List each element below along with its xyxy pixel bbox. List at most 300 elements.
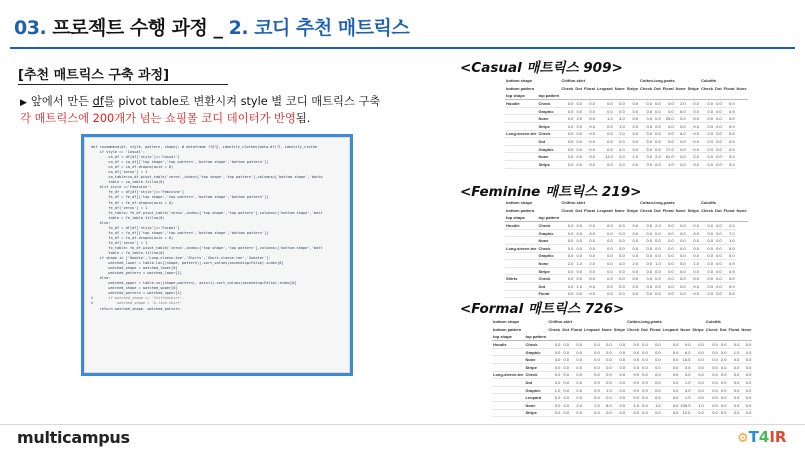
matrix-cell: 0.0 [723,123,736,131]
matrix-cell: 0.0 [639,283,653,291]
matrix-cell: 0.0 [614,252,626,260]
matrix-cell: 0.0 [561,341,570,349]
matrix-column-header: Dot [641,326,648,332]
matrix-cell: 0.0 [649,341,662,349]
matrix-cell: 0.0 [639,252,653,260]
t4ir-4: 4 [758,428,770,446]
matrix-cell: 0.0 [601,341,613,349]
matrix-cell: 0.0 [649,379,662,387]
matrix-cell: 0.0 [662,252,675,260]
matrix-cell: 0.0 [601,356,613,364]
matrix-cell: 0.0 [723,275,736,283]
matrix-column-header: Floral [649,326,661,332]
matrix-cell: 0.0 [727,371,740,379]
matrix-cell: 0.0 [727,356,740,364]
matrix-cell: 25.0 [662,115,675,123]
matrix-cell: 0.0 [626,123,639,131]
matrix-column-header: Stripe [687,207,699,213]
matrix-cell: 0.0 [560,283,574,291]
matrix-cell: 0.0 [723,107,736,115]
matrix-cell: 0.0 [560,275,574,283]
row-top-pattern: Check [537,130,560,138]
matrix-index-header: top pattern [538,215,560,221]
matrix-cell: 4.0 [614,115,626,123]
matrix-cell: 0.0 [583,107,596,115]
matrix-cell: 0.0 [574,100,583,108]
row-top-shape [505,229,537,237]
matrix-cell: 2.0 [574,115,583,123]
matrix-cell: 0.0 [596,283,614,291]
matrix-cell: 2.0 [614,161,626,169]
matrix-cell: 0.0 [714,161,723,169]
matrix-column-label: bottom pattern [506,207,535,213]
matrix-cell: 0.0 [687,275,700,283]
matrix-cell: 0.0 [639,145,653,153]
table-row [492,409,752,417]
matrix-cell: 0.0 [687,267,700,275]
matrix-cell: 0.0 [727,364,740,372]
matrix-cell: 0.0 [714,237,723,245]
matrix-cell: 0.0 [626,409,640,417]
code-line: ca_df = ca_df.dropna(axis = 0) [91,165,174,170]
matrix-cell: 1.0 [574,260,583,268]
matrix-cell: 0.0 [662,100,675,108]
matrix-cell: 0.0 [687,245,700,253]
matrix-cell: 0.0 [560,290,574,298]
row-top-pattern: None [537,153,560,161]
matrix-column-header: Floral [728,326,740,332]
matrix-cell: 0.0 [714,275,723,283]
matrix-cell: 0.0 [626,348,640,356]
matrix-cell: 0.0 [740,364,752,372]
row-top-shape [505,237,537,245]
matrix-cell: 4.0 [614,260,626,268]
matrix-cell: 0.0 [640,402,649,410]
matrix-cell: 0.0 [640,379,649,387]
matrix-cell: 0.0 [574,161,583,169]
matrix-cell: 0.0 [719,394,728,402]
matrix-cell: 2.0 [583,260,596,268]
matrix-column-header: Leopard [583,326,600,332]
t4ir-logo [737,428,786,446]
code-line: ca_df['zeros'] = 1 [91,170,148,175]
row-top-pattern: Check [524,371,547,379]
matrix-cell: 2.0 [560,153,574,161]
matrix-cell: 0.0 [601,371,613,379]
matrix-cell: 1.0 [679,394,691,402]
code-screenshot [84,137,350,373]
matrix-cell: 0.0 [583,283,596,291]
matrix-cell: 6.0 [679,348,691,356]
matrix-cell: 0.0 [691,409,704,417]
matrix-cell: 0.0 [653,252,662,260]
matrix-column-header: None [614,85,625,91]
matrix-cell: 0.0 [653,123,662,131]
table-row [492,356,752,364]
matrix-cell: 9.0 [679,341,691,349]
row-top-shape [505,267,537,275]
matrix-cell: 0.0 [662,222,675,230]
matrix-cell: 0.0 [691,364,704,372]
matrix-cell: 0.0 [653,107,662,115]
matrix-cell: 0.0 [700,267,714,275]
matrix-cell: 0.0 [626,283,639,291]
matrix-cell: 0.0 [583,123,596,131]
matrix-column-header: Floral [662,85,674,91]
matrix-cell: 0.0 [700,123,714,131]
code-line: fo_df = fo_df.dropna(axis = 0) [91,235,174,240]
matrix-cell: 1.0 [691,402,704,410]
bullet-text-2: 를 pivot table로 변환시켜 style 별 코디 매트릭스 구축 [103,95,381,108]
matrix-group-header: Cotton-long-pants [640,78,675,84]
table-row [505,138,748,146]
matrix-cell: 0.0 [570,341,583,349]
matrix-cell: 0.0 [601,394,613,402]
row-top-shape [492,364,524,372]
matrix-cell: 0.0 [613,379,626,387]
table-row [492,394,752,402]
matrix-cell: 0.0 [727,409,740,417]
code-line: # watched_shape = 'A-line-skirt' [91,301,182,306]
matrix-cell: 0.0 [640,364,649,372]
matrix-cell: 0.0 [714,123,723,131]
matrix-cell: 1.0 [614,123,626,131]
row-top-pattern: Dot [524,379,547,387]
section-subtitle: 2. 코디 추천 매트릭스 [228,17,410,39]
matrix-cell: 0.0 [596,260,614,268]
matrix-cell: 0.0 [662,138,675,146]
matrix-column-label: bottom pattern [506,85,535,91]
matrix-cell: 0.0 [700,145,714,153]
matrix-grid [505,77,748,169]
row-top-pattern: Graphic [537,229,560,237]
matrix-cell: 0.0 [714,260,723,268]
matrix-cell: 0.0 [596,100,614,108]
matrix-cell: 0.0 [700,275,714,283]
matrix-cell: 0.0 [675,161,687,169]
row-top-shape [505,107,537,115]
matrix-cell: 4.0 [547,356,561,364]
matrix-cell: 1.0 [727,348,740,356]
matrix-cell: 0.0 [653,237,662,245]
row-top-shape: Hoodie [492,341,524,349]
matrix-group-header: Culottfs [700,78,717,84]
matrix-cell: 0.0 [561,356,570,364]
matrix-cell: 0.0 [639,275,653,283]
matrix-cell: 0.0 [560,115,574,123]
table-row [505,100,748,108]
matrix-cell: 0.0 [613,409,626,417]
matrix-column-header: Floral [662,207,674,213]
matrix-cell: 0.0 [574,145,583,153]
feminine-matrix-table [505,199,775,297]
matrix-cell: 0.0 [626,237,639,245]
matrix-cell: 0.0 [662,130,675,138]
matrix-cell: 0.0 [740,379,752,387]
matrix-cell: 0.0 [740,386,752,394]
matrix-column-header: None [680,326,691,332]
matrix-cell: 2.0 [687,153,700,161]
matrix-cell: 0.0 [691,356,704,364]
matrix-group-header: Chiffon-skirt [561,200,586,206]
row-top-pattern: Graphic [524,348,547,356]
matrix-cell: 0.0 [560,267,574,275]
matrix-cell: 0.0 [714,252,723,260]
matrix-cell: 0.0 [640,348,649,356]
matrix-cell: 0.0 [675,252,687,260]
matrix-cell: 0.0 [570,348,583,356]
process-label: [추천 매트릭스 구축 과정] [18,68,170,83]
table-row [505,229,748,237]
matrix-cell: 0.0 [675,229,687,237]
row-top-shape [492,348,524,356]
matrix-cell: 0.0 [601,348,613,356]
matrix-cell: 0.0 [561,364,570,372]
matrix-cell: 0.0 [596,252,614,260]
matrix-cell: 0.0 [653,100,662,108]
matrix-cell: 0.0 [583,409,601,417]
matrix-cell: 0.0 [639,260,653,268]
matrix-cell: 0.0 [662,348,680,356]
matrix-cell: 0.0 [614,138,626,146]
row-top-shape [505,260,537,268]
matrix-cell: 0.0 [639,237,653,245]
matrix-cell: 0.0 [687,229,700,237]
matrix-column-header: Stripe [692,326,704,332]
matrix-cell: 0.0 [687,115,700,123]
matrix-cell: 0.0 [691,348,704,356]
matrix-cell: 0.0 [574,222,583,230]
row-top-pattern: Stripe [537,267,560,275]
matrix-cell: 0.0 [714,229,723,237]
matrix-column-header: Stripe [687,85,699,91]
matrix-cell: 0.0 [596,130,614,138]
matrix-column-header: Stripe [613,326,626,332]
matrix-cell: 3.0 [547,402,561,410]
row-top-shape [492,394,524,402]
matrix-cell: 0.0 [700,237,714,245]
matrix-cell: 0.0 [705,348,719,356]
code-line: table = fe_table.fillna(0) [91,215,165,220]
matrix-cell: 0.0 [723,283,736,291]
matrix-cell: 0.0 [583,222,596,230]
matrix-cell: 0.0 [675,115,687,123]
row-top-pattern: Graphic [537,145,560,153]
table-row [492,364,752,372]
matrix-cell: 0.0 [662,402,680,410]
matrix-cell: 0.0 [574,138,583,146]
matrix-cell: 0.0 [653,145,662,153]
matrix-cell: 0.0 [614,245,626,253]
matrix-cell: 0.0 [705,409,719,417]
table-row [492,379,752,387]
matrix-cell: 0.0 [574,245,583,253]
code-line: ca_df = ca_df[['top shape','top pattern','bottom shape','bottom pattern']] [91,160,269,165]
matrix-cell: 0.0 [583,341,601,349]
table-row [505,115,748,123]
row-top-shape [492,409,524,417]
code-line: ca_df = df[df['style']=='Casual'] [91,155,180,160]
matrix-cell: 0.0 [596,267,614,275]
code-line: else: [91,276,111,281]
row-top-pattern: Check [537,222,560,230]
gear-icon: ⚙ [737,431,749,446]
matrix-cell: 0.0 [613,356,626,364]
matrix-cell: 0.0 [596,275,614,283]
matrix-cell: 1.0 [653,260,662,268]
code-line: watched_pattern = watched_upper[1] [91,291,182,296]
matrix-cell: 0.0 [596,245,614,253]
matrix-cell: 0.0 [583,115,596,123]
matrix-cell: 0.0 [574,275,583,283]
matrix-cell: 0.0 [583,267,596,275]
row-top-pattern: Stripe [537,161,560,169]
matrix-cell: 0.0 [740,371,752,379]
matrix-column-header: Check [548,326,561,332]
matrix-cell: 2.0 [560,260,574,268]
matrix-cell: 0.0 [723,290,736,298]
matrix-cell: 0.0 [740,409,752,417]
matrix-cell: 0.0 [691,379,704,387]
matrix-cell: 0.0 [719,348,728,356]
row-top-shape [492,386,524,394]
matrix-cell: 5.0 [675,260,687,268]
table-row [505,267,748,275]
matrix-cell: 0.0 [714,100,723,108]
matrix-cell: 0.0 [705,371,719,379]
matrix-cell: 0.0 [626,394,640,402]
matrix-column-header: Check [627,326,640,332]
matrix-cell: 0.0 [601,379,613,387]
matrix-cell: 0.0 [574,123,583,131]
description-bullet [20,94,380,127]
matrix-cell: 0.0 [614,290,626,298]
matrix-cell: 6.0 [675,107,687,115]
matrix-cell: 0.0 [561,379,570,387]
matrix-cell: 0.0 [570,364,583,372]
matrix-index-header: top shape [505,214,537,222]
matrix-cell: 0.0 [719,402,728,410]
matrix-cell: 0.0 [583,245,596,253]
row-top-pattern: Check [537,100,560,108]
matrix-cell: 0.0 [601,364,613,372]
matrix-cell: 0.0 [691,386,704,394]
matrix-cell: 0.0 [714,115,723,123]
matrix-column-header: Dot [562,326,570,332]
matrix-cell: 0.0 [700,138,714,146]
matrix-cell: 0.0 [740,341,752,349]
matrix-cell: 0.0 [640,394,649,402]
matrix-cell: 0.0 [626,229,639,237]
matrix-cell: 0.0 [547,371,561,379]
matrix-cell: 0.0 [705,394,719,402]
matrix-cell: 0.0 [583,130,596,138]
row-top-shape [492,402,524,410]
matrix-cell: 1.0 [601,386,613,394]
matrix-cell: 0.0 [547,409,561,417]
row-top-shape [505,123,537,131]
matrix-cell: 0.0 [723,260,736,268]
matrix-cell: 0.0 [583,252,596,260]
matrix-group-header: Cotton-long-pants [627,319,662,325]
matrix-cell: 0.0 [626,371,640,379]
matrix-cell: 0.0 [700,107,714,115]
table-row [505,245,748,253]
matrix-cell: 0.0 [639,222,653,230]
matrix-cell: 0.0 [662,394,680,402]
matrix-cell: 0.0 [639,138,653,146]
matrix-cell: 2.0 [653,153,662,161]
matrix-cell: 0.0 [723,115,736,123]
matrix-cell: 0.0 [626,138,639,146]
code-line: fe_df['zeros'] = 1 [91,205,148,210]
matrix-cell: 0.0 [583,275,596,283]
title-separator: _ [213,17,223,39]
matrix-cell: 0.0 [714,267,723,275]
row-top-shape: Hoodie [505,222,537,230]
matrix-cell: 106.0 [680,402,691,408]
matrix-cell: 0.0 [723,161,736,169]
matrix-cell: 0.0 [675,283,687,291]
row-top-shape: Long-sleeve-tee [506,245,537,251]
matrix-cell: 0.0 [719,409,728,417]
matrix-cell: 0.0 [547,348,561,356]
row-top-pattern: None [537,237,560,245]
code-line: watched_lower = table.loc[(shape, pattern)].sort_values(ascending=False).index[0] [91,261,284,266]
matrix-cell: 0.0 [561,402,570,410]
row-top-pattern: Graphic [537,107,560,115]
matrix-cell: 0.0 [639,245,653,253]
matrix-index-header: top pattern [525,334,547,340]
matrix-cell: 0.0 [662,237,675,245]
matrix-cell: 1.0 [547,386,561,394]
section-number: 03. [14,17,47,39]
matrix-cell: 0.0 [700,222,714,230]
matrix-cell: 0.0 [653,290,662,298]
row-top-shape [505,252,537,260]
matrix-cell: 0.0 [560,245,574,253]
matrix-group-label: bottom shape [506,78,533,84]
matrix-cell: 0.0 [614,229,626,237]
row-top-pattern: Graphic [537,252,560,260]
code-line: fe_df = df[df['style']=='Feminine'] [91,190,185,195]
matrix-column-header: Leopard [662,326,679,332]
row-top-pattern: Check [524,341,547,349]
matrix-cell: 0.0 [570,379,583,387]
matrix-cell: 2.0 [719,356,728,364]
matrix-cell: 0.0 [560,100,574,108]
matrix-column-header: Check [705,326,718,332]
matrix-cell: 0.0 [649,409,662,417]
matrix-cell: 0.0 [626,161,639,169]
matrix-cell: 0.0 [639,130,653,138]
matrix-cell: 0.0 [613,348,626,356]
row-top-pattern: Stripe [524,409,547,417]
matrix-cell: 0.0 [723,138,736,146]
matrix-cell: 61.0 [662,153,675,161]
matrix-cell: 0.0 [700,229,714,237]
matrix-cell: 0.0 [700,161,714,169]
matrix-cell: 0.0 [639,107,653,115]
table-row [505,222,748,230]
matrix-cell: 0.0 [714,130,723,138]
matrix-cell: 0.0 [639,229,653,237]
matrix-cell: 0.0 [613,394,626,402]
matrix-cell: 0.0 [574,290,583,298]
process-label-underline [18,84,228,85]
matrix-cell: 0.0 [640,356,649,364]
matrix-cell: 0.0 [614,283,626,291]
